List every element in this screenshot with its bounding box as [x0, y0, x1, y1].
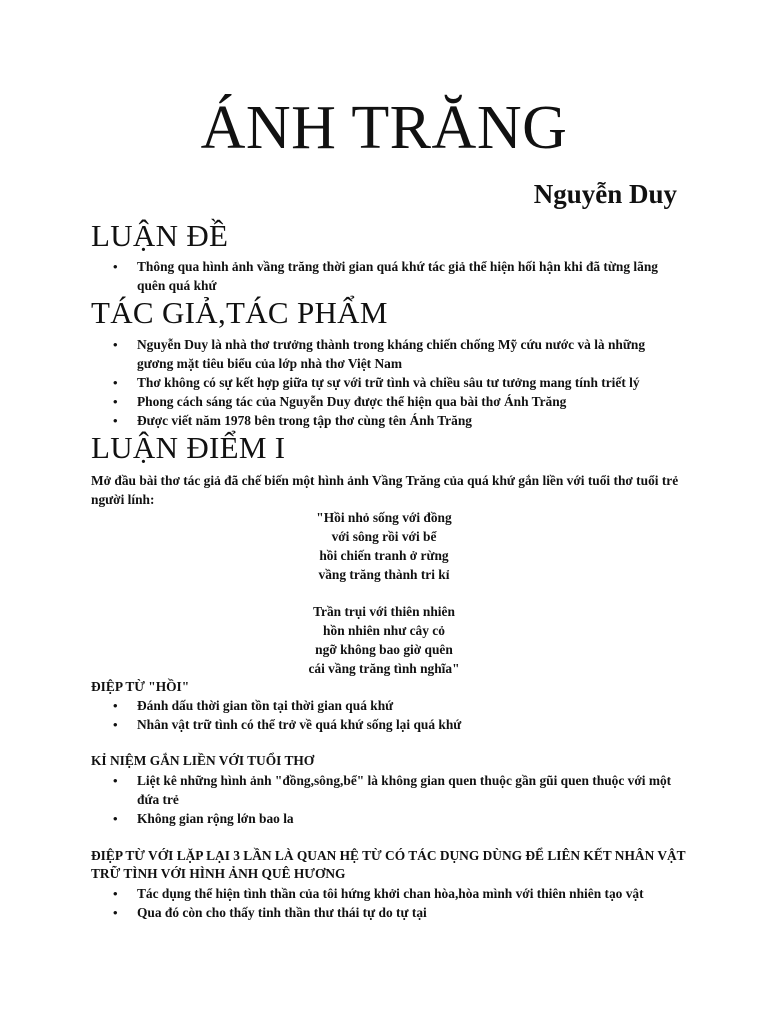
list-luan-de — [91, 257, 681, 295]
list-item: • Đánh dấu thời gian tồn tại thời gian quá khứ — [91, 696, 681, 715]
poem-line: Trần trụi với thiên nhiên — [313, 604, 455, 619]
poem-line: cái vầng trăng tình nghĩa" — [308, 661, 460, 676]
list-diep-tu-hoi — [91, 696, 681, 734]
heading-luan-de: LUẬN ĐỀ — [91, 218, 229, 253]
poem-line: vầng trăng thành tri kỉ — [318, 567, 450, 582]
author-name: Nguyễn Duy — [533, 179, 677, 209]
list-item: • Được viết năm 1978 bên trong tập thơ cùng tên Ánh Trăng — [91, 411, 681, 430]
subheading-diep-tu-lap-lai: ĐIỆP TỪ VỚI LẶP LẠI 3 LẦN LÀ QUAN HỆ TỪ CÓ TÁC DỤNG DÙNG ĐỂ LIÊN KẾT NHÂN VẬT TRỮ TÌNH VỚI HÌNH ẢNH QUÊ HƯƠNG — [91, 848, 686, 881]
heading-tac-gia: TÁC GIẢ,TÁC PHẨM — [91, 295, 388, 330]
poem-stanza-1 — [91, 508, 677, 584]
poem-line: hồi chiến tranh ở rừng — [319, 548, 449, 563]
list-tac-gia — [91, 335, 681, 430]
list-item: • Phong cách sáng tác của Nguyễn Duy được thể hiện qua bài thơ Ánh Trăng — [91, 392, 681, 411]
list-item: • Thông qua hình ảnh vầng trăng thời gian quá khứ tác giả thể hiện hối hận khi đã từng lãng quên quá khứ — [91, 257, 681, 295]
list-item: • Không gian rộng lớn bao la — [91, 809, 681, 828]
document-title: ÁNH TRĂNG — [200, 94, 568, 162]
list-item: • Qua đó còn cho thấy tinh thần thư thái tự do tự tại — [91, 903, 681, 922]
poem-line: "Hồi nhỏ sống với đồng — [316, 510, 452, 525]
poem-line: với sông rồi với bể — [331, 529, 437, 544]
poem-line: ngỡ không bao giờ quên — [315, 642, 453, 657]
list-ki-niem — [91, 771, 681, 828]
list-item: • Liệt kê những hình ảnh "đồng,sông,bể" là không gian quen thuộc gần gũi quen thuộc với một đứa trẻ — [91, 771, 681, 809]
list-item: • Tác dụng thể hiện tình thần của tôi hứng khởi chan hòa,hòa mình với thiên nhiên tạo vật — [91, 884, 681, 903]
list-diep-tu-lap-lai — [91, 884, 681, 922]
intro-paragraph: Mở đầu bài thơ tác giả đã chế biến một hình ảnh Vầng Trăng của quá khứ gắn liền với tuổi thơ tuổi trẻ người lính: — [91, 473, 679, 507]
poem-stanza-2 — [91, 602, 677, 678]
list-item: • Thơ không có sự kết hợp giữa tự sự với trữ tình và chiều sâu tư tưởng mang tính triết lý — [91, 373, 681, 392]
poem-line: hồn nhiên như cây cỏ — [323, 623, 445, 638]
heading-luan-diem: LUẬN ĐIỂM I — [91, 430, 286, 465]
list-item: • Nhân vật trữ tình có thể trở về quá khứ sống lại quá khứ — [91, 715, 681, 734]
subheading-ki-niem: KỈ NIỆM GẮN LIỀN VỚI TUỔI THƠ — [91, 753, 315, 768]
subheading-diep-tu-hoi: ĐIỆP TỪ "HỒI" — [91, 679, 190, 694]
list-item: • Nguyễn Duy là nhà thơ trưởng thành trong kháng chiến chống Mỹ cứu nước và là những gương mặt tiêu biểu của lớp nhà thơ Việt Nam — [91, 335, 681, 373]
